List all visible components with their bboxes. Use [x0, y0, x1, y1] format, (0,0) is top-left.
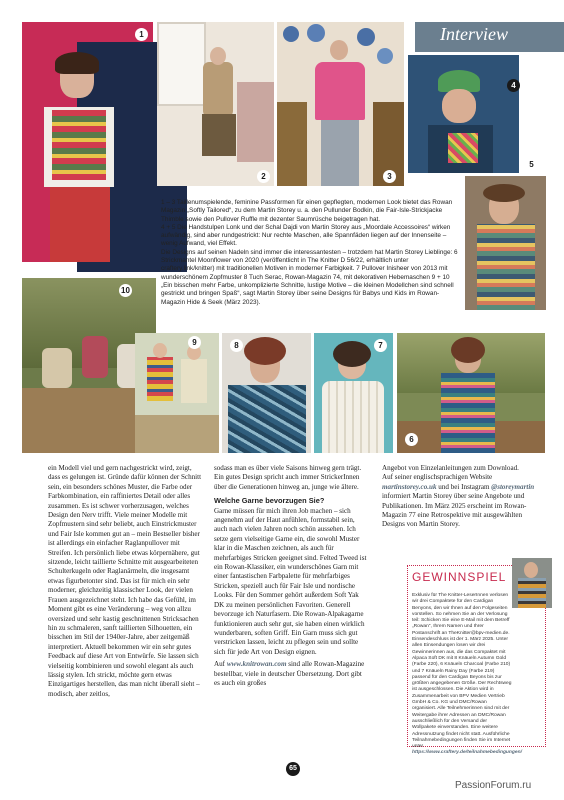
- watermark: PassionForum.ru: [455, 780, 532, 791]
- gewinnspiel-text: Exklusiv für The Knitter-LeserInnen verlosen wir drei Compaktete für den Cardigan Benyons, den wir Ihnen auf den Folgeseiten vorstellen. So nehmen Sie an der Verlosung teil: Schicken Sie eine E-Mail mit dem Betreff „Rowan“, Ihrem Namen und Ihrer Postanschrift an TheKnitter@bpv-medien.de. Einsendeschluss ist der 1. März 2025. Unter allen Einsendungen losen wir drei Gewinnerinnen aus, die das Compaktet mit Alpaca Soft DK mit 8 Knäueln Autumn Gold (Farbe 220), 6 Knäueln Charcoal (Farbe 210) und 7 Knäueln Rainy Day (Farbe 219) passend für den Cardigan Beyons bis zur größten angegebenen Größe. Der Rechtsweg ist ausgeschlossen. Die Aktion wird in Zusammenarbeit von BPV Medien Vertrieb GmbH & Co. KG und DMC/Rowan organisiert. Alle Teilnehmerinnen sind mit der Weitergabe ihrer Adressen an DMC/Rowan ausschließlich für den Versand der Wollpakete einverstanden. Eine weitere Adressnutzung findet nicht statt. Ausführliche Teilnahmebedingungen finden Sie im Internet unter: [412, 593, 512, 750]
- section-title: Interview: [440, 24, 508, 44]
- gewinnspiel-title: GEWINNSPIEL: [412, 570, 507, 584]
- photo-badge-9: 9: [188, 336, 201, 349]
- photo-schal-dajdi: [465, 160, 546, 310]
- photo-tuch-serac: [222, 333, 311, 453]
- column-1-text: ein Modell viel und gern nachgestrickt wird, zeigt, dass es gelungen ist. Gründe dafür können der Schnitt sein, ein besonders schönes Muster, die Farbe oder Farbkombination, ein raffiniertes Detail oder alles zusammen. Es ist schwer vorherzusagen, welches Design den Nerv trifft. Viele meiner Modelle mit Zopfmustern sind sehr beliebt, auch Einstrickmuster und Fair Isle kommen gut an – mein Bestseller bisher ist allerdings ein einfacher Raglanpullover mit Streifen. Ich persönlich liebe etwas körpernähere, gut sitzende, leicht taillierte Schnitte mit ausgearbeiteten Schulterkugeln oder Raglanärmeln, die insgesamt etwas figurbetonter sind. Das ist für mich ein sehr moderner, gleichzeitig klassischer Look, der vielen Frauen ausgezeichnet steht. Ich habe das Gefühl, im Moment gibt es eine Veränderung – weg von allzu oversized und sehr kastig geschnittenen Stricksachen hin zu schmaleren, sanft taillierten Silhouetten, ein bisschen im Stil der 1940er-Jahre, aber zeitgemäß interpretiert. Aktuell bekommen wir ein sehr gutes Feedback auf diese Art von Entwürfe. Sie lassen sich vielseitig kombinieren und sowohl elegant als auch lässig stylen. Ich strickt, möchte gern etwas Einzigartiges herstellen, das man nicht überall sieht – modisch, aber zeitlos,: [48, 464, 202, 698]
- photo-pullover-inisheer: [314, 333, 393, 453]
- photo-kids-hide-seek: [135, 333, 219, 453]
- photo-badge-2: 2: [257, 170, 270, 183]
- photo-cardigan-thimble: [157, 22, 274, 186]
- photo-badge-5: 5: [525, 158, 538, 171]
- photo-captions: [161, 199, 461, 307]
- column-3-download: Angebot von Einzelanleitungen zum Download.: [382, 464, 519, 472]
- photo-fair-isle-vest: [22, 22, 153, 262]
- knitrowan-link[interactable]: www.knitrowan.com: [226, 660, 287, 669]
- instagram-link[interactable]: @storeymartin: [491, 482, 535, 491]
- photo-badge-6: 6: [405, 433, 418, 446]
- photo-badge-4: 4: [507, 79, 520, 92]
- column-3-website-text: Auf seiner englischsprachigen Website martinstorey.co.uk und bei Instagram @storeymartin informiert Martin Storey über seine Angebote und Publikationen. Im März 2025 erscheint im Rowan-Magazin 77 eine Retrospektive mit ausgewählten Designs von Martin Storey.: [382, 473, 535, 529]
- column-2-intro: sodass man es über viele Saisons hinweg gern trägt. Ein gutes Design spricht auch immer StrickerInnen über die Generationen hinweg an, junge wie ältere.: [214, 464, 362, 491]
- caption-paragraph-3: Die Designs auf seinen Nadeln sind immer die interessantesten – trotzdem hat Martin Storey Lieblinge: 6 Strickmantel Moonflower von 2020 (veröffentlicht in The Knitter D 56/22, erhältlich unter craftery.link/knitter) mit traditionellen Motiven in moderner Farbigkeit. 7 Pullover Inisheer von 2013 mit wunderschönem Zopfmuster 8 Tuch Serac, Rowan-Magazin 74, mit dekorativen Hebemaschen 9 + 10 „Ein bisschen mehr Farbe, unkomplizierte Schnitte, lustige Motive – die kleinen Modellchen sind schnell gestrickt und bringen Spaß“, sagt Martin Storey über seine Designs für Babys und Kids im Rowan-Magazin Hide & Seek (März 2023).: [161, 248, 458, 306]
- gewinnspiel-photo: [512, 558, 552, 608]
- page-number: 65: [286, 762, 300, 776]
- article-column-1: [48, 464, 203, 699]
- gewinnspiel-body: [412, 593, 522, 757]
- column-2-rowan-text: Auf www.knitrowan.com sind alle Rowan-Magazine bestellbar, viele in deutscher Übersetzung. Dort gibt es auch ein großes: [214, 660, 365, 687]
- photo-handstulpen-lonk: [408, 55, 519, 173]
- caption-paragraph-1: 1 – 3 Taillenumspielende, feminine Passformen für einen gepflegten, modernen Look bietet das Rowan Magazin „Softly Tailored“, zu dem Martin Storey u. a. den Pullunder Bodkin, die Fair-Isle-Strickjacke Thimble sowie den Pullover Ruffle mit dezenter Saumrüsche beigetragen hat.: [161, 199, 453, 223]
- martinstorey-link[interactable]: martinstorey.co.uk: [382, 482, 437, 491]
- photo-badge-10: 10: [119, 284, 132, 297]
- photo-pullover-ruffle: [277, 22, 404, 186]
- photo-badge-8: 8: [230, 339, 243, 352]
- article-column-3: [382, 464, 540, 530]
- photo-badge-3: 3: [383, 170, 396, 183]
- column-2-answer: Garne müssen für mich ihren Job machen – sich angenehm auf der Haut anfühlen, formstabil sein, auch nach vielen Jahren noch schön aussehen. Ich setze gern vielseitige Garne ein, die sowohl Muster klar in die Maschen zeichnen, als auch für mehrfarbiges Stricken geeignet sind. Felted Tweed ist ein Rowan-Klassiker, ein wunderschönes Garn mit einer fantastischen Farbpalette für mehrfarbiges Stricken, speziell auch für Fair Isle und nordische Looks. Für den Sommer gehört außerdem Soft Yak DK zu meinen persönlichen Favoriten. Generell bevorzuge ich Naturfasern. Die Rowan-Alpakagarne funktionieren auch sehr gut, sie haben einen wirklich wunderbaren, soften Griff. Ein Garn muss sich gut verstricken lassen, leicht zu pflegen sein und sollte sich für jede Art von Design eignen.: [214, 506, 367, 656]
- article-column-2: [214, 464, 369, 688]
- photo-badge-1: 1: [135, 28, 148, 41]
- photo-strickmantel-moonflower: [397, 333, 545, 453]
- section-header-band: [415, 22, 564, 52]
- gewinnspiel-link[interactable]: https://www.craftery.de/teilnahmebedingungen/: [412, 750, 522, 756]
- photo-badge-7: 7: [374, 339, 387, 352]
- gewinnspiel-box: [407, 565, 546, 756]
- question-heading-yarns: Welche Garne bevorzugen Sie?: [214, 496, 325, 506]
- caption-paragraph-2: 4 + 5 Die Handstulpen Lonk und der Schal Dajdi von Martin Storey aus „Moordale Accessoires“ wirken aufwändig, sind aber rundgestrickt: Nur rechte Maschen, alle Spannfäden liegen auf der Innenseite – wenig Aufwand, viel Effekt.: [161, 223, 451, 248]
